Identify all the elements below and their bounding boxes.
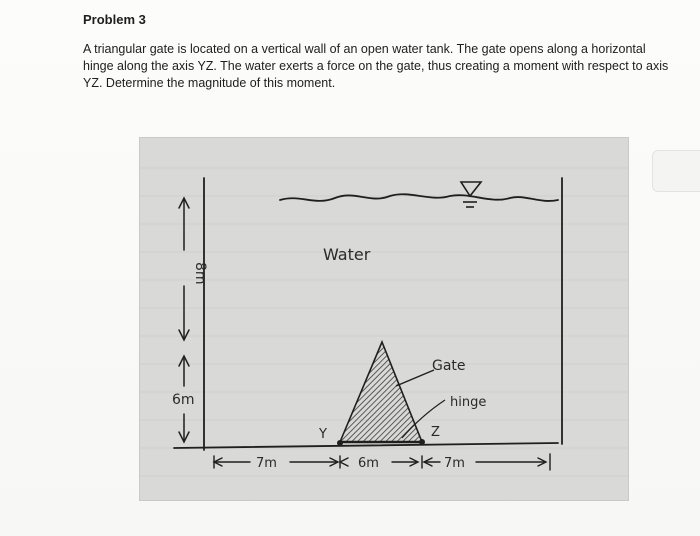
dim-right-label: 7m (444, 456, 465, 471)
background-card (652, 150, 700, 192)
dim-left-label: 7m (256, 456, 277, 471)
tank-diagram (140, 138, 628, 500)
gate-leader-line (396, 370, 434, 386)
point-y-label: Y (319, 427, 327, 442)
dim-gate-height-label: 6m (172, 392, 195, 408)
water-label: Water (323, 245, 371, 264)
gate-label: Gate (432, 358, 466, 374)
problem-statement: A triangular gate is located on a vertical wall of an open water tank. The gate opens along a horizontal hinge along the axis YZ. The water exerts a force on the gate, thus creating a moment with respect to axis YZ. Determine the magnitude of this moment. (83, 42, 669, 90)
dim-base-arrowhead-left (340, 458, 348, 466)
free-surface-symbol (461, 182, 481, 207)
dim-base-label: 6m (358, 456, 379, 471)
point-y-marker (337, 440, 343, 446)
point-z-label: Z (431, 425, 440, 440)
hinge-label: hinge (450, 395, 487, 410)
point-z-marker (419, 439, 425, 445)
water-surface (280, 194, 558, 201)
figure-photo (140, 138, 628, 500)
tank-floor (174, 443, 558, 448)
problem-title: Problem 3 (83, 12, 146, 27)
dim-top-label: 8m (192, 262, 208, 285)
